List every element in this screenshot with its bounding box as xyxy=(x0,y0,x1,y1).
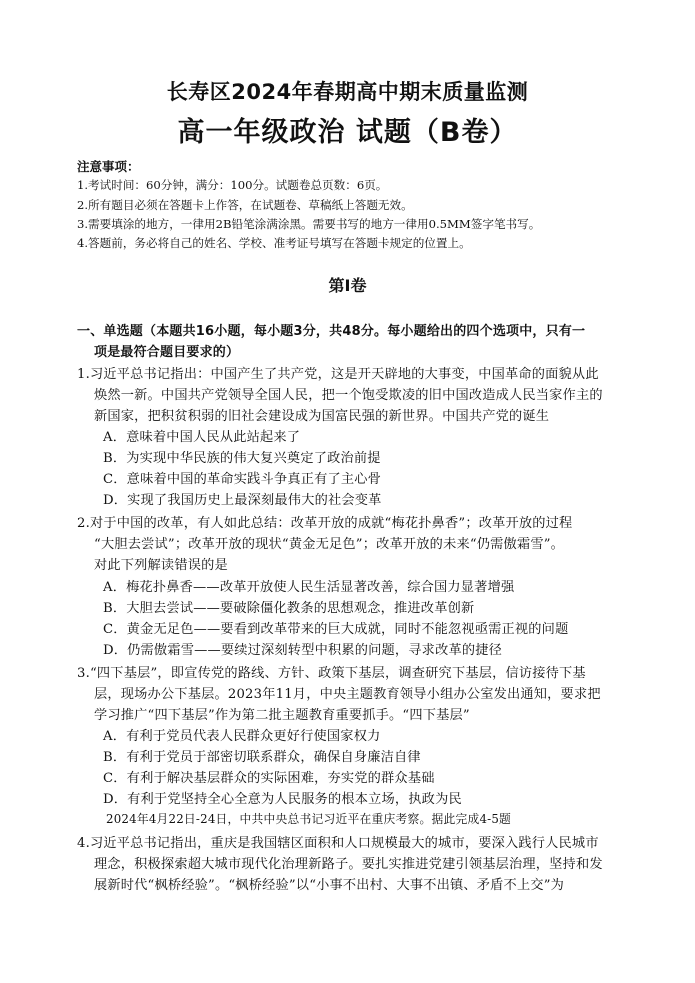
question-3-stem: 3.“四下基层”，即宣传党的路线、方针、政策下基层，调查研究下基层，信访接待下基 xyxy=(77,666,586,681)
question-3-stem: 层，现场办公下基层。2023年11月，中央主题教育领导小组办公室发出通知，要求把 xyxy=(94,687,601,702)
question-3-stem: 学习推广“四下基层”作为第二批主题教育重要抓手。“四下基层” xyxy=(94,708,470,723)
question-2-stem: 对此下列解读错误的是 xyxy=(94,558,228,573)
question-1-stem: 新国家，把积贫积弱的旧社会建设成为国富民强的新世界。中国共产党的诞生 xyxy=(94,409,550,424)
volume-title: 第Ⅰ卷 xyxy=(328,276,367,295)
question-1-option-d: D．实现了我国历史上最深刻最伟大的社会变革 xyxy=(103,493,382,508)
exam-subtitle: 高一年级政治 试题（B卷） xyxy=(177,117,518,148)
question-4-stem: 展新时代“枫桥经验”。“枫桥经验”以“小事不出村、大事不出镇、矛盾不上交”为 xyxy=(94,878,565,893)
notice-heading: 注意事项： xyxy=(77,159,140,174)
question-1-option-a: A．意味着中国人民从此站起来了 xyxy=(103,430,301,445)
question-4-stem: 4.习近平总书记指出，重庆是我国辖区面积和人口规模最大的城市，要深入践行人民城市 xyxy=(77,836,599,851)
material-intro: 2024年4月22日-24日，中共中央总书记习近平在重庆考察。据此完成4-5题 xyxy=(106,812,512,826)
question-2-option-a: A．梅花扑鼻香——改革开放使人民生活显著改善，综合国力显著增强 xyxy=(103,580,515,595)
question-3-option-a: A．有利于党员代表人民群众更好行使国家权力 xyxy=(103,729,381,744)
question-2-option-d: D．仍需傲霜雪——要续过深刻转型中积累的问题，寻求改革的捷径 xyxy=(103,643,503,658)
section-heading: 一、单选题（本题共16小题，每小题3分，共48分。每小题给出的四个选项中，只有一 xyxy=(77,324,586,339)
exam-title: 长寿区2024年春期高中期末质量监测 xyxy=(166,80,529,104)
question-2-option-b: B．大胆去尝试——要破除僵化教条的思想观念，推进改革创新 xyxy=(103,601,475,616)
question-2-option-c: C．黄金无足色——要看到改革带来的巨大成就，同时不能忽视亟需正视的问题 xyxy=(103,622,569,637)
question-2-stem: 2.对于中国的改革，有人如此总结：改革开放的成就“梅花扑鼻香”；改革开放的过程 xyxy=(77,516,573,531)
notice-item: 1.考试时间：60分钟，满分：100分。试题卷总页数：6页。 xyxy=(77,178,388,192)
notice-item: 2.所有题目必须在答题卡上作答，在试题卷、草稿纸上答题无效。 xyxy=(77,198,413,212)
notice-item: 4.答题前，务必将自己的姓名、学校、准考证号填写在答题卡规定的位置上。 xyxy=(77,236,471,250)
question-3-option-d: D．有利于党坚持全心全意为人民服务的根本立场，执政为民 xyxy=(103,792,462,807)
question-3-option-b: B．有利于党员于部密切联系群众，确保自身廉洁自律 xyxy=(103,750,421,765)
question-1-option-b: B．为实现中华民族的伟大复兴奠定了政治前提 xyxy=(103,451,381,466)
section-heading-cont: 项是最符合题目要求的） xyxy=(94,345,240,360)
question-2-stem: “大胆去尝试”；改革开放的现状“黄金无足色”；改革开放的未来“仍需傲霜雪”。 xyxy=(94,537,565,552)
question-1-stem: 1.习近平总书记指出：中国产生了共产党，这是开天辟地的大事变，中国革命的面貌从此 xyxy=(77,367,599,382)
question-1-stem: 焕然一新。中国共产党领导全国人民，把一个饱受欺凌的旧中国改造成人民当家作主的 xyxy=(94,388,603,403)
notice-item: 3.需要填涂的地方，一律用2B铅笔涂满涂黑。需要书写的地方一律用0.5MM签字笔书写。 xyxy=(77,217,541,231)
question-1-option-c: C．意味着中国的革命实践斗争真正有了主心骨 xyxy=(103,472,382,487)
question-3-option-c: C．有利于解决基层群众的实际困难，夯实党的群众基础 xyxy=(103,771,435,786)
question-4-stem: 理念，积极探索超大城市现代化治理新路子。要扎实推进党建引领基层治理，坚持和发 xyxy=(94,857,603,872)
